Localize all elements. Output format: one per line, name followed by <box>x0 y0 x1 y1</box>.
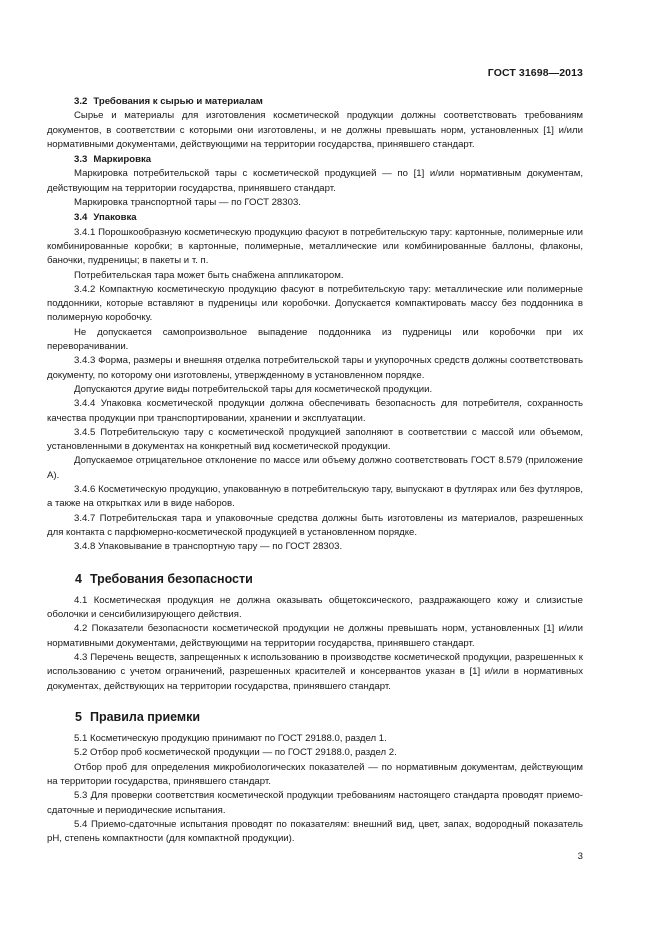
section-4-heading: 4 Требования безопасности <box>75 571 253 586</box>
page-content <box>47 94 583 847</box>
subsection-3-2-heading: 3.2 Требования к сырью и материалам <box>74 96 263 107</box>
paragraph: Отбор проб для определения микробиологических показателей — по нормативным документам, действующим на территории государства, принявшего стандарт. <box>47 761 583 788</box>
paragraph: Допускаемое отрицательное отклонение по массе или объему должно соответствовать ГОСТ 8.579 (приложение А). <box>47 455 583 481</box>
paragraph: Сырье и материалы для изготовления косметической продукции должны соответствовать требованиям документов, в соответствии с которыми они изготовлены, и не должны превышать норм, установленных [1] и/или нормативными документами, действующими на территории государства, принявшего стандарт. <box>47 110 583 150</box>
paragraph: 3.4.7 Потребительская тара и упаковочные средства должны быть изготовлены из материалов, разрешенных для контакта с парфюмерно-косметической продукцией в установленном порядке. <box>47 512 583 538</box>
paragraph: 3.4.4 Упаковка косметической продукции должна обеспечивать безопасность для потребителя, сохранность качества продукции при транспортировании, хранении и эксплуатации. <box>47 398 583 424</box>
paragraph: 3.4.8 Упаковывание в транспортную тару — по ГОСТ 28303. <box>74 541 343 553</box>
paragraph: 3.4.1 Порошкообразную косметическую продукцию фасуют в потребительскую тару: картонные, полимерные или комбинированные коробки; в картонные, полимерные, металлические или комбинированные баллоны, флаконы, баночки, пудреницы; в пакеты и т. п. <box>47 226 583 267</box>
paragraph: Маркировка потребительской тары с косметической продукцией — по [1] и/или нормативным документам, действующим на территории государства, принявшего стандарт. <box>47 168 583 194</box>
paragraph: 3.4.5 Потребительскую тару с косметической продукцией заполняют в соответствии с массой или объемом, установленными в документах на конкретный вид косметической продукции. <box>47 426 583 453</box>
paragraph: 5.2 Отбор проб косметической продукции — по ГОСТ 29188.0, раздел 2. <box>74 747 397 759</box>
page-number: 3 <box>577 851 583 862</box>
paragraph: Не допускается самопроизвольное выпадение поддонника из пудреницы или коробочки при их переворачивании. <box>47 326 583 353</box>
paragraph: 5.1 Косметическую продукцию принимают по ГОСТ 29188.0, раздел 1. <box>74 733 387 745</box>
paragraph: 4.1 Косметическая продукция не должна оказывать общетоксического, раздражающего кожу и слизистые оболочки и сенсибилизирующего действия. <box>47 594 583 621</box>
paragraph: 3.4.3 Форма, размеры и внешняя отделка потребительской тары и укупорочных средств должны соответствовать документу, по которому они изготовлены, утвержденному в установленном порядке. <box>47 355 583 381</box>
paragraph: 5.3 Для проверки соответствия косметической продукции требованиям настоящего стандарта проводят приемо-сдаточные и периодические испытания. <box>47 790 583 816</box>
section-5-heading: 5 Правила приемки <box>75 709 201 724</box>
paragraph: Маркировка транспортной тары — по ГОСТ 28303. <box>74 197 301 209</box>
paragraph: Допускаются другие виды потребительской тары для косметической продукции. <box>74 383 433 395</box>
document-code: ГОСТ 31698—2013 <box>487 67 583 79</box>
subsection-3-3-heading: 3.3 Маркировка <box>74 154 152 166</box>
paragraph: Потребительская тара может быть снабжена аппликатором. <box>74 269 344 281</box>
paragraph: 4.2 Показатели безопасности косметической продукции не должны превышать норм, установленных [1] и/или нормативными документами, действующими на территории государства, принявшего стандарт. <box>47 623 583 649</box>
paragraph: 3.4.6 Косметическую продукцию, упакованную в потребительскую тару, выпускают в футлярах или без футляров, а также на открытках или в виде наборов. <box>47 484 583 510</box>
paragraph: 4.3 Перечень веществ, запрещенных к использованию в производстве косметической продукции, разрешенных к использованию с учетом ограничений, разрешенных красителей и консервантов указан в [1] и/или в нормативных документах, действующих на территории государства, принявшего стандарт. <box>47 651 583 692</box>
paragraph: 3.4.2 Компактную косметическую продукцию фасуют в потребительскую тару: металлические или полимерные поддонники, которые вставляют в пудреницы или коробочки. Допускается компактировать массу без поддонника в полимерную коробочку. <box>47 283 583 324</box>
subsection-3-4-heading: 3.4 Упаковка <box>74 212 137 224</box>
paragraph: 5.4 Приемо-сдаточные испытания проводят по показателям: внешний вид, цвет, запах, водородный показатель pH, степень компактности (для компактной продукции). <box>47 818 583 845</box>
